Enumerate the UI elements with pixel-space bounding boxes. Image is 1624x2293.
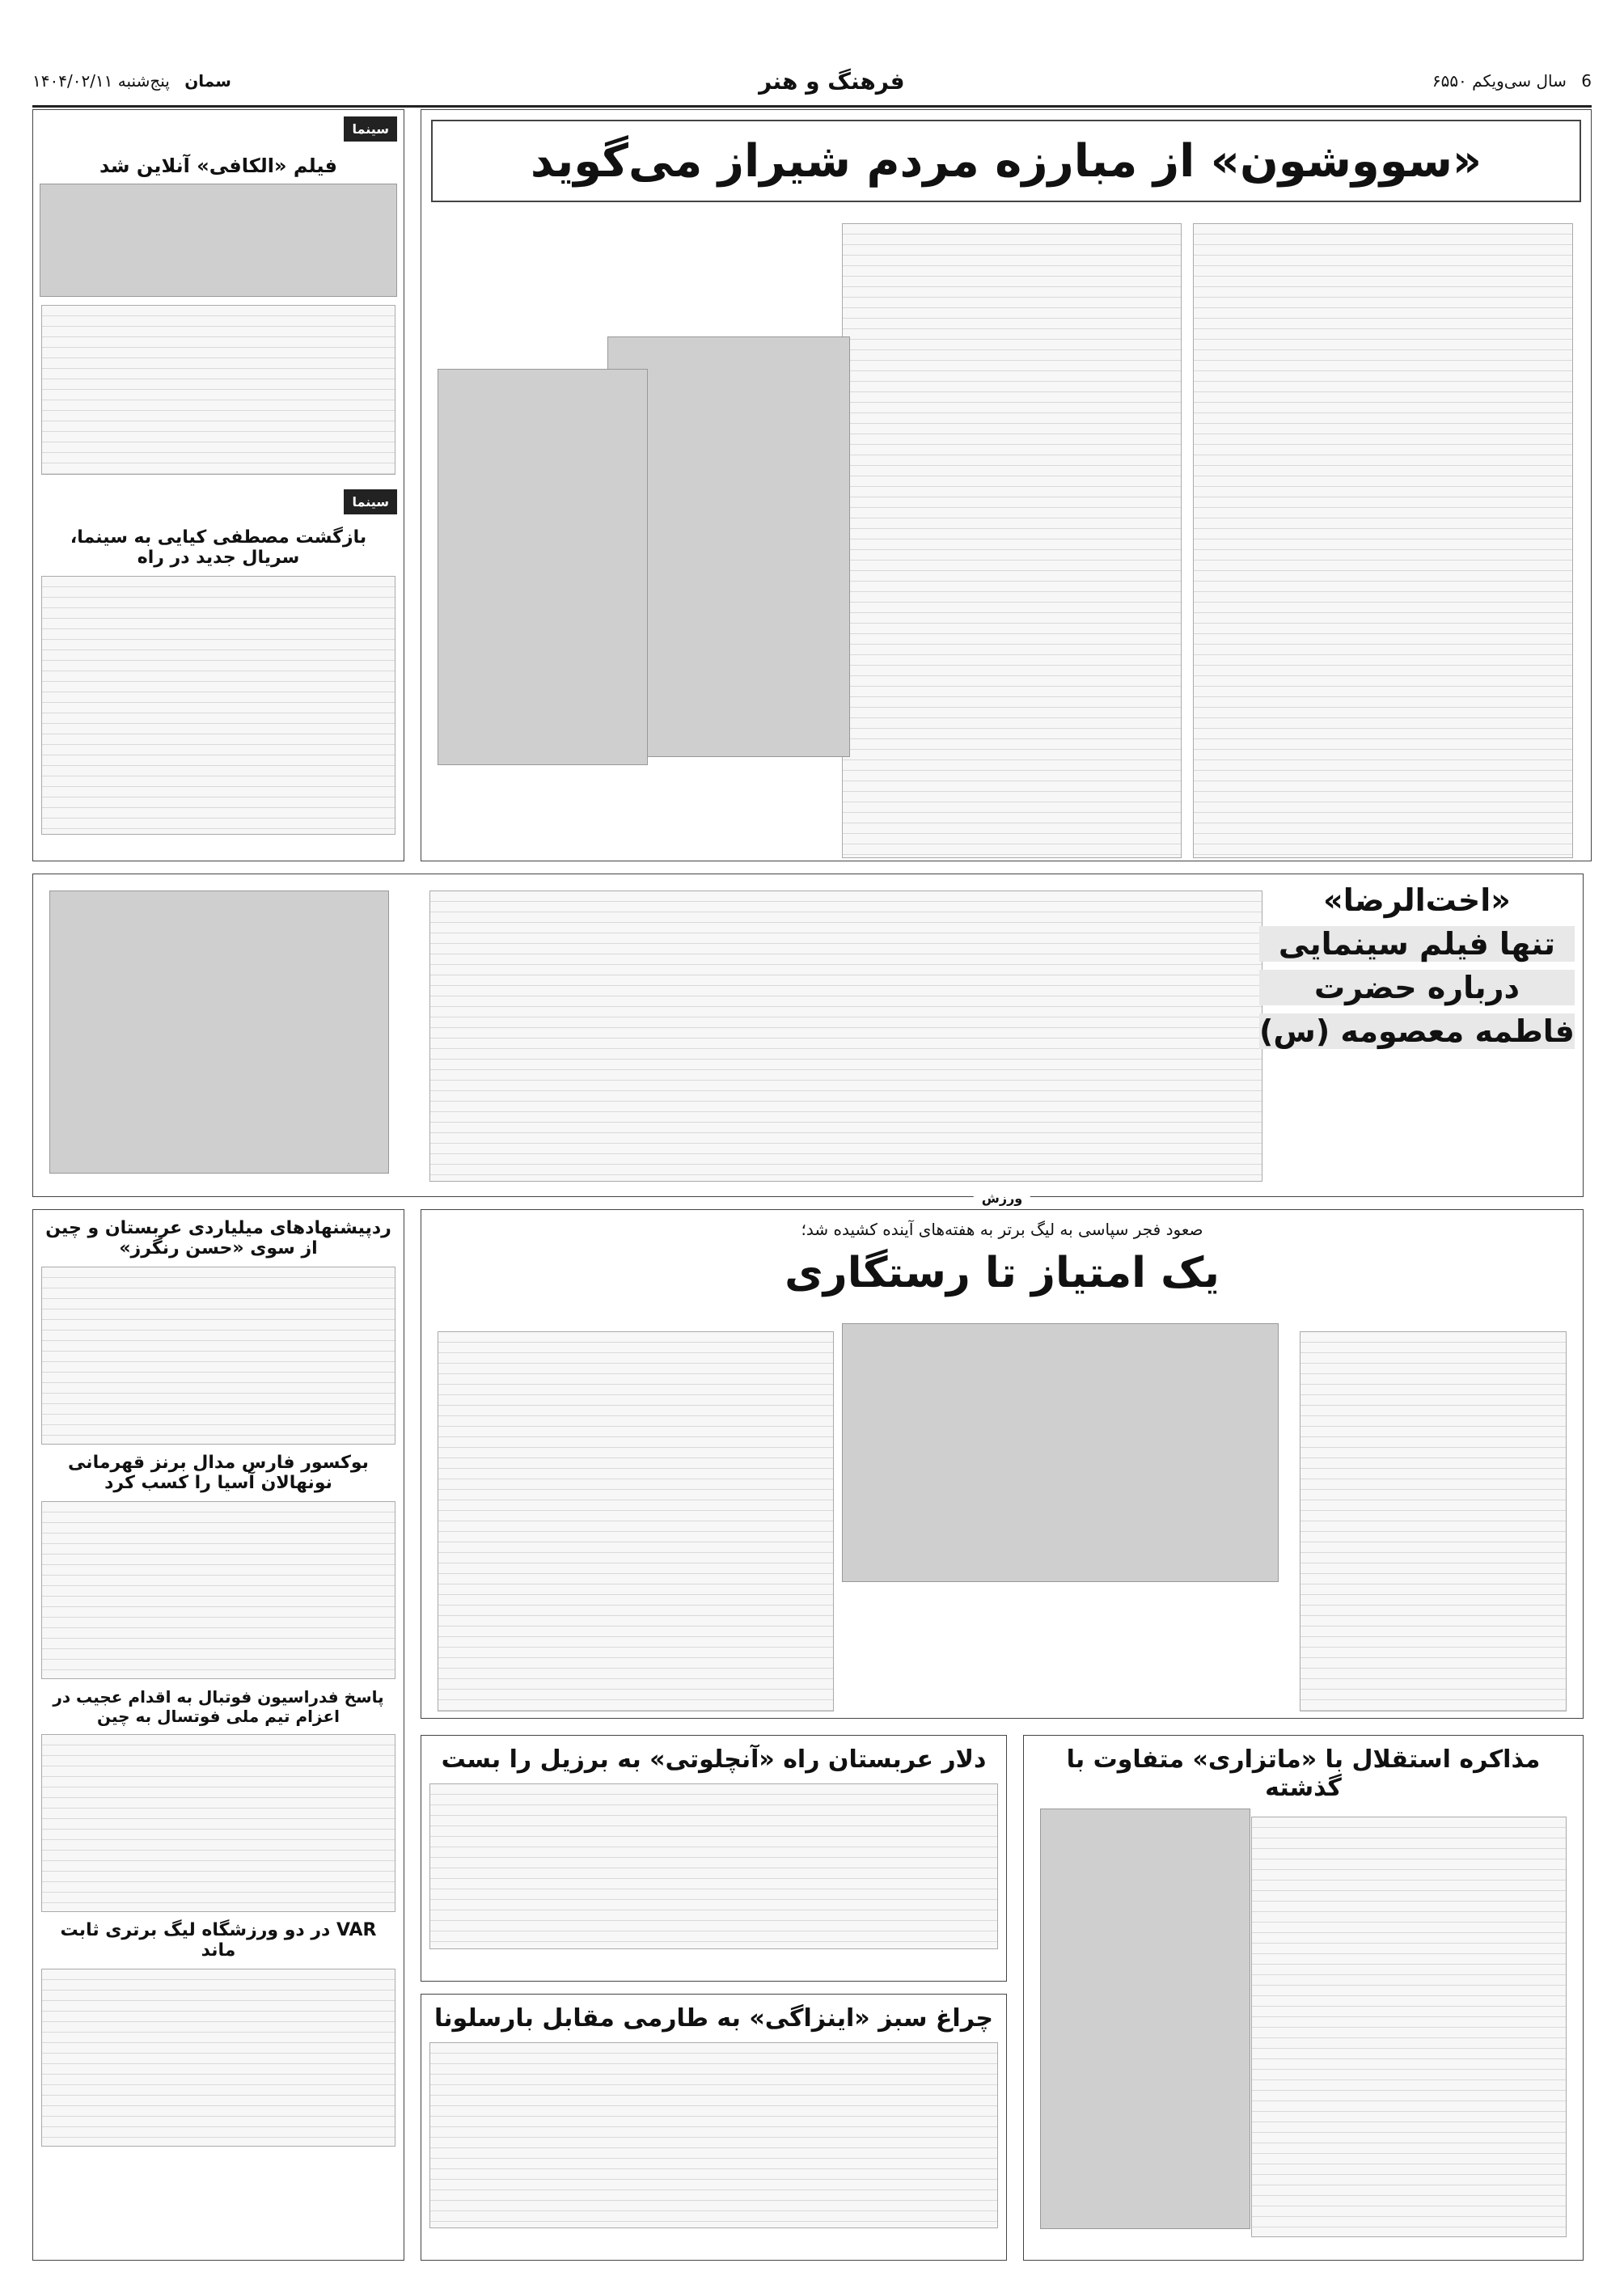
bottom-headline-2: دلار عربستان راه «آنچلوتی» به برزیل را بست bbox=[441, 1745, 987, 1774]
banner-line-2: تنها فیلم سینمایی bbox=[1259, 926, 1575, 962]
feature-text-middle bbox=[842, 223, 1182, 858]
bottom-headline-3: چراغ سبز «اینزاگی» به طارمی مقابل بارسلونا bbox=[434, 2004, 993, 2033]
sports-left-column bbox=[32, 1209, 404, 2261]
banner-line-4: فاطمه معصومه (س) bbox=[1259, 1013, 1575, 1049]
sports-section-name: ورزش bbox=[974, 1191, 1030, 1206]
section-name: فرهنگ و هنر bbox=[759, 67, 905, 95]
feature-text-right bbox=[1193, 223, 1573, 858]
feature-headline-box bbox=[431, 120, 1581, 202]
sports-headline: یک امتیاز تا رستگاری bbox=[785, 1249, 1220, 1297]
paper-name: سمان bbox=[184, 71, 231, 91]
header-left bbox=[1432, 71, 1592, 91]
middle-banner bbox=[1259, 882, 1575, 1174]
sports-left-headline-4: VAR در دو ورزشگاه لیگ برتری ثابت ماند bbox=[60, 1920, 377, 1961]
middle-article bbox=[32, 874, 1584, 1197]
issue-info: سال سی‌ویکم ۶۵۵۰ bbox=[1432, 71, 1567, 91]
cinema-label-1: سینما bbox=[344, 116, 397, 142]
sports-left-headline-1: ردپیشنهادهای میلیاردی عربستان و چین از سوی «حسن رنگرز» bbox=[45, 1218, 391, 1259]
left-text-1 bbox=[41, 305, 395, 475]
date-text: پنج‌شنبه ۱۴۰۴/۰۲/۱۱ bbox=[32, 71, 170, 91]
sports-left-text-1 bbox=[41, 1267, 395, 1445]
sports-section bbox=[421, 1191, 1584, 1719]
bottom-story-3 bbox=[421, 1994, 1007, 2261]
banner-line-3: درباره حضرت bbox=[1259, 970, 1575, 1005]
banner-line-1: «اخت‌الرضا» bbox=[1323, 882, 1511, 918]
sports-photo bbox=[842, 1323, 1279, 1582]
feature-photo-woman bbox=[438, 369, 648, 765]
bottom-story-2 bbox=[421, 1735, 1007, 1982]
page-number: 6 bbox=[1581, 71, 1592, 91]
left-column bbox=[32, 109, 404, 861]
bottom-headline-1: مذاکره استقلال با «ماتزاری» متفاوت با گذشته bbox=[1066, 1745, 1541, 1802]
left-text-2 bbox=[41, 576, 395, 835]
sports-text-right bbox=[1300, 1331, 1567, 1711]
sports-kicker: صعود فجر سپاسی به لیگ برتر به هفته‌های آینده کشیده شد؛ bbox=[801, 1220, 1203, 1239]
sports-left-text-3 bbox=[41, 1734, 395, 1912]
bottom-text-1 bbox=[1251, 1817, 1567, 2237]
left-headline-2: بازگشت مصطفی کیایی به سینما، سریال جدید در راه bbox=[70, 527, 367, 568]
bottom-photo bbox=[1040, 1809, 1250, 2229]
header-right bbox=[32, 71, 231, 91]
cinema-label-2: سینما bbox=[344, 489, 397, 514]
sports-left-headline-2: بوکسور فارس مدال برنز قهرمانی نونهالان آسیا را کسب کرد bbox=[68, 1453, 369, 1493]
bottom-story-1 bbox=[1023, 1735, 1584, 2261]
bottom-text-2 bbox=[429, 1783, 998, 1949]
sports-left-headline-3: پاسخ فدراسیون فوتبال به اقدام عجیب در اعزام تیم ملی فوتسال به چین bbox=[53, 1687, 384, 1726]
sports-text-left bbox=[438, 1331, 834, 1711]
feature-headline: «سووشون» از مبارزه مردم شیراز می‌گوید bbox=[530, 134, 1482, 188]
middle-photo-left bbox=[49, 891, 389, 1174]
left-photo bbox=[40, 184, 397, 297]
page-header bbox=[32, 57, 1592, 108]
sports-left-text-4 bbox=[41, 1969, 395, 2147]
left-headline-1: فیلم «الکافی» آنلاین شد bbox=[99, 154, 337, 177]
sports-left-text-2 bbox=[41, 1501, 395, 1679]
middle-text-center bbox=[429, 891, 1262, 1182]
bottom-text-3 bbox=[429, 2042, 998, 2228]
feature-section bbox=[421, 109, 1592, 861]
